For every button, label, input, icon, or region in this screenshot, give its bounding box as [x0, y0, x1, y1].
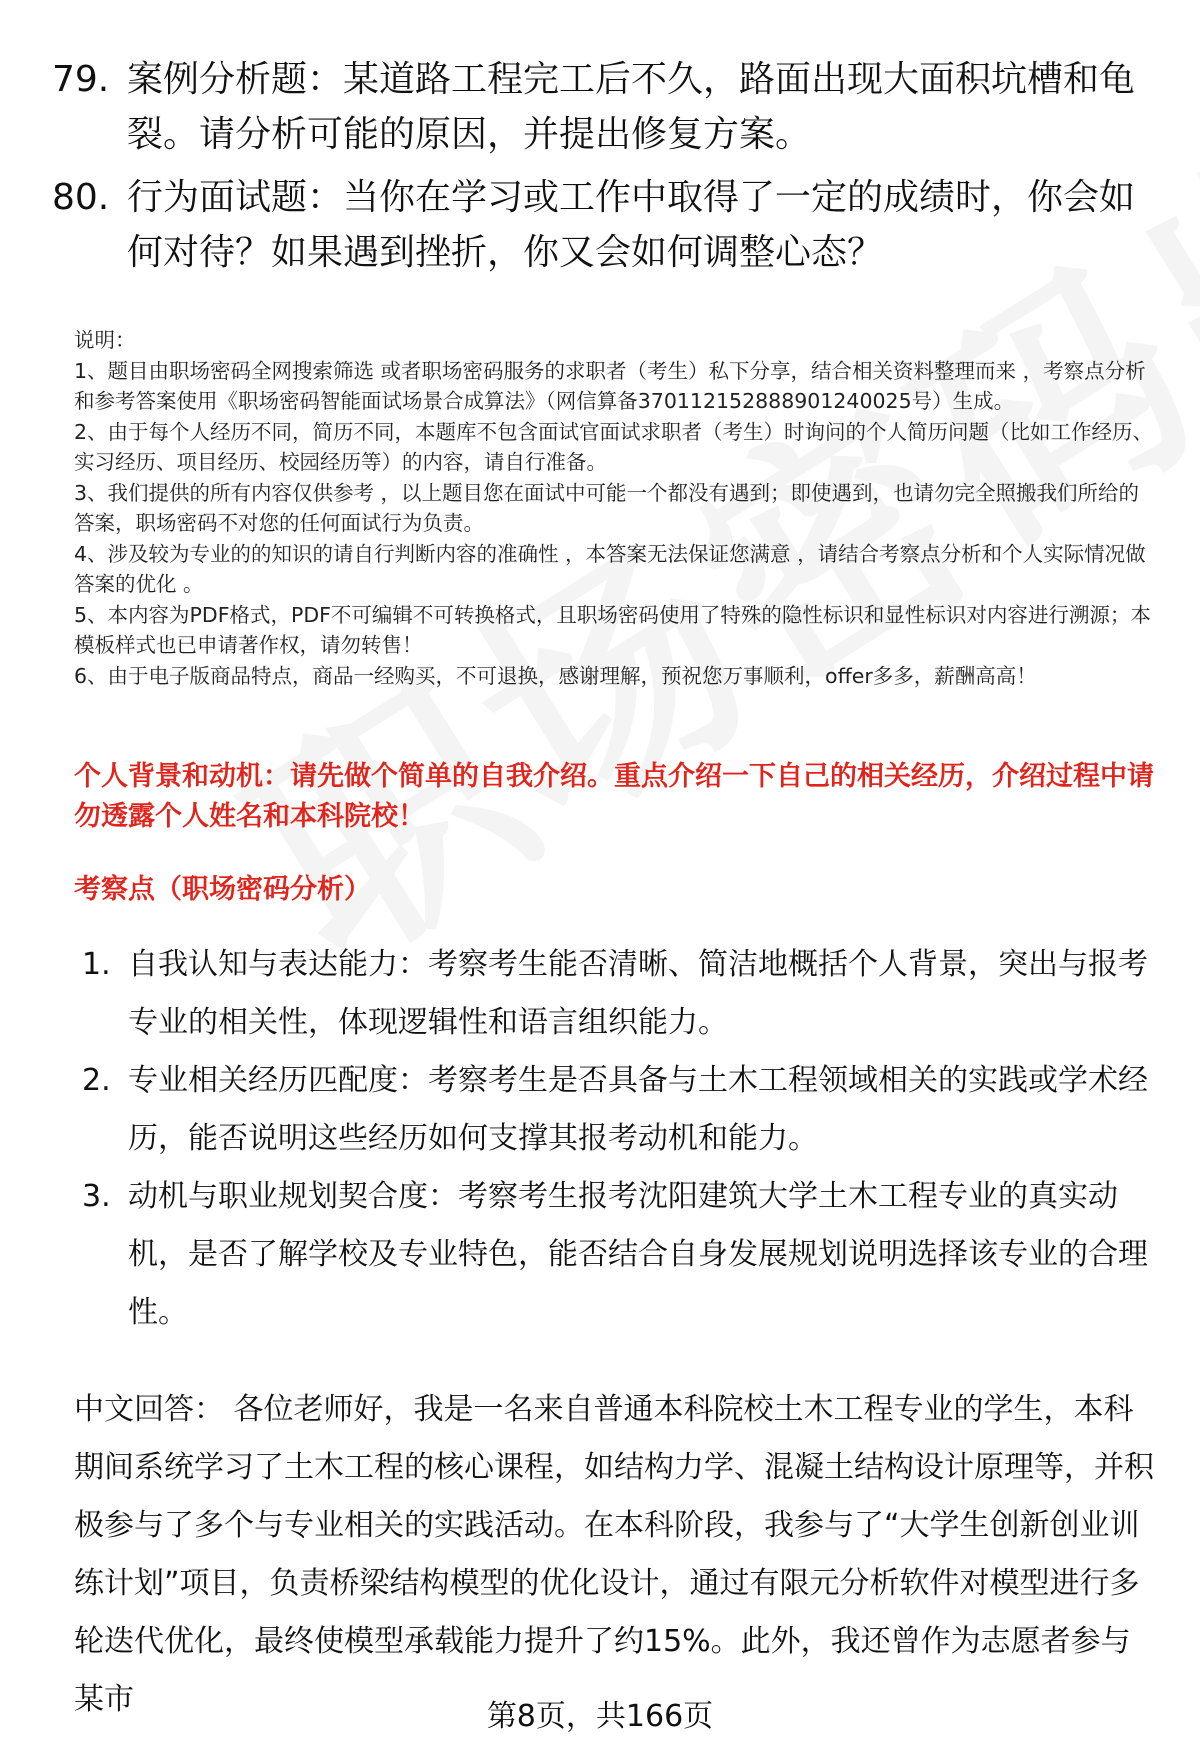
question-number: 80. [52, 177, 110, 218]
list-item [82, 1052, 1152, 1168]
point-number: 2. [82, 1063, 111, 1098]
point-number: 3. [82, 1179, 111, 1214]
note-item: 2、由于每个人经历不同，简历不同，本题库不包含面试官面试求职者（考生）时询问的个人简历问题（比如工作经历、实习经历、项目经历、校园经历等）的内容，请自行准备。 [74, 419, 1154, 474]
note-item: 4、涉及较为专业的的知识的请自行判断内容的准确性 ，本答案无法保证您满意 ，请结合考察点分析和个人实际情况做答案的优化 。 [74, 541, 1146, 596]
list-item [82, 1168, 1152, 1342]
point-text: 自我认知与表达能力：考察考生能否清晰、简洁地概括个人背景，突出与报考专业的相关性，体现逻辑性和语言组织能力。 [128, 947, 1148, 1040]
note-item: 6、由于电子版商品特点，商品一经购买，不可退换，感谢理解，预祝您万事顺利，offer多多，薪酬高高！ [74, 663, 1037, 688]
notes-section [74, 325, 1154, 691]
point-text: 动机与职业规划契合度：考察考生报考沈阳建筑大学土木工程专业的真实动机，是否了解学校及专业特色，能否结合自身发展规划说明选择该专业的合理性。 [128, 1179, 1148, 1330]
question-80 [52, 170, 1152, 280]
analysis-points [82, 936, 1152, 1342]
question-text: 行为面试题：当你在学习或工作中取得了一定的成绩时，你会如何对待？如果遇到挫折，你又会如何调整心态？ [127, 177, 1136, 273]
notes-title: 说明： [74, 328, 136, 352]
note-item: 5、本内容为PDF格式，PDF不可编辑不可转换格式，且职场密码使用了特殊的隐性标识和显性标识对内容进行溯源；本模板样式也已申请著作权，请勿转售！ [74, 602, 1151, 657]
point-text: 专业相关经历匹配度：考察考生是否具备与土木工程领域相关的实践或学术经历，能否说明这些经历如何支撑其报考动机和能力。 [128, 1063, 1148, 1156]
list-item [82, 936, 1152, 1052]
note-item: 1、题目由职场密码全网搜索筛选 或者职场密码服务的求职者（考生）私下分享，结合相关资料整理而来 ，考察点分析和参考答案使用《职场密码智能面试场景合成算法》（网信算备370112152888901240025号）生成。 [74, 358, 1146, 413]
analysis-subheading: 考察点（职场密码分析） [74, 874, 371, 905]
question-number: 79. [52, 59, 110, 100]
answer-text: 中文回答： 各位老师好，我是一名来自普通本科院校土木工程专业的学生，本科期间系统学习了土木工程的核心课程，如结构力学、混凝土结构设计原理等，并积极参与了多个与专业相关的实践活动。在本科阶段，我参与了“大学生创新创业训练计划”项目，负责桥梁结构模型的优化设计，通过有限元分析软件对模型进行多轮迭代优化，最终使模型承载能力提升了约15%。此外，我还曾作为志愿者参与某市 [74, 1392, 1154, 1717]
question-heading: 个人背景和动机：请先做个简单的自我介绍。重点介绍一下自己的相关经历，介绍过程中请勿透露个人姓名和本科院校！ [74, 761, 1154, 832]
point-number: 1. [82, 947, 111, 982]
page-footer: 第8页，共166页 [486, 1699, 714, 1734]
question-text: 案例分析题：某道路工程完工后不久，路面出现大面积坑槽和龟裂。请分析可能的原因，并提出修复方案。 [127, 59, 1136, 155]
note-item: 3、我们提供的所有内容仅供参考 ，以上题目您在面试中可能一个都没有遇到；即使遇到，也请勿完全照搬我们所给的答案，职场密码不对您的任何面试行为负责。 [74, 480, 1140, 535]
question-79 [52, 52, 1152, 162]
